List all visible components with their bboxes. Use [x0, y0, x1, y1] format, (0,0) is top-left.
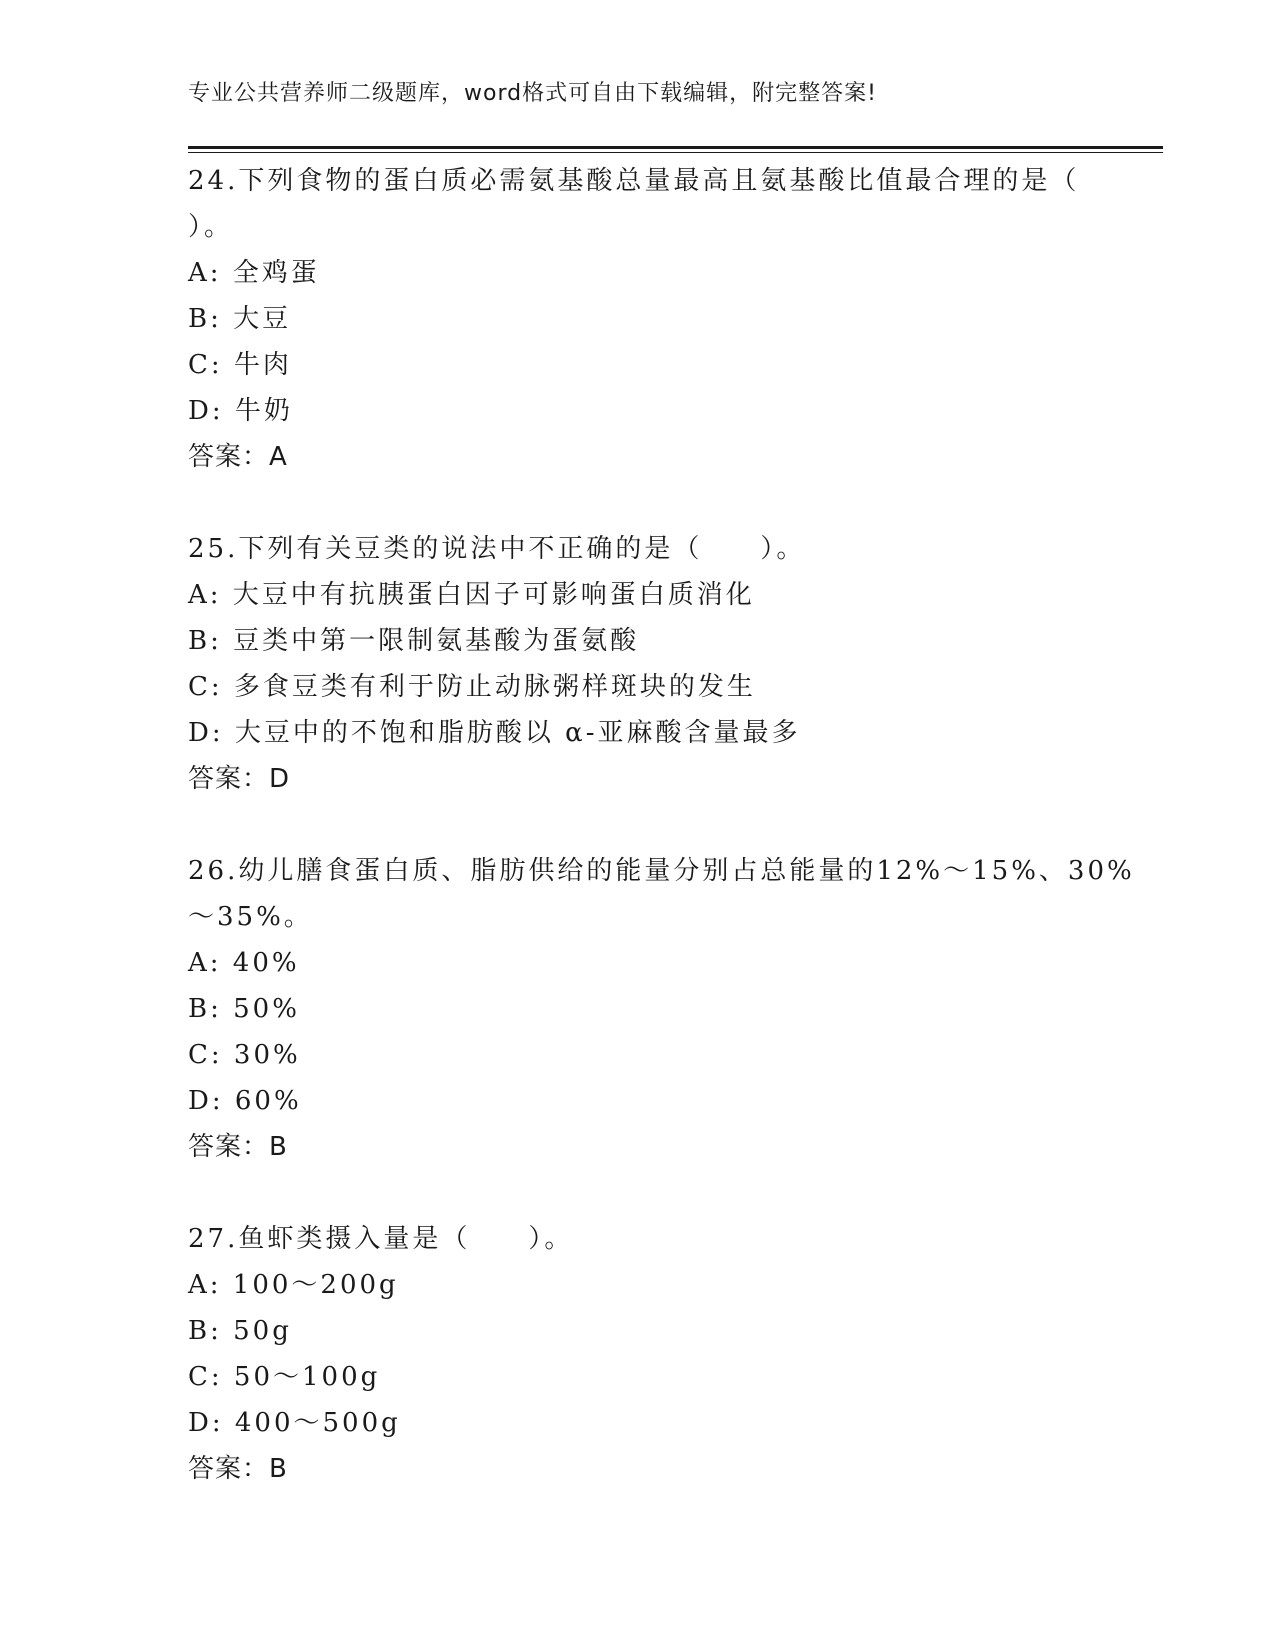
option-d: D: 400～500g [188, 1408, 401, 1438]
option-b: B: 50% [188, 994, 300, 1024]
answer: 答案：D [188, 764, 291, 794]
question-stem: ）。 [188, 212, 234, 242]
page-header: 专业公共营养师二级题库，word格式可自由下载编辑，附完整答案! [188, 81, 877, 106]
option-a: A: 大豆中有抗胰蛋白因子可影响蛋白质消化 [188, 580, 755, 610]
option-a: A: 全鸡蛋 [188, 258, 320, 288]
question-list [188, 158, 1135, 1538]
header-rule [188, 146, 1163, 149]
question-24 [188, 158, 1108, 480]
question-27 [188, 1216, 1108, 1492]
option-c: C: 50～100g [188, 1362, 381, 1392]
header-rule-thin [188, 152, 1163, 153]
question-26 [188, 848, 1135, 1170]
option-d: D: 60% [188, 1086, 302, 1116]
option-b: B: 50g [188, 1316, 292, 1346]
option-c: C: 牛肉 [188, 350, 292, 380]
question-stem: 26.幼儿膳食蛋白质、脂肪供给的能量分别占总能量的12%～15%、30% [188, 856, 1135, 886]
question-stem: 24.下列食物的蛋白质必需氨基酸总量最高且氨基酸比值最合理的是（ [188, 166, 1080, 196]
option-b: B: 豆类中第一限制氨基酸为蛋氨酸 [188, 626, 640, 656]
option-a: A: 40% [188, 948, 300, 978]
option-c: C: 30% [188, 1040, 301, 1070]
question-stem: 25.下列有关豆类的说法中不正确的是（ ）。 [188, 534, 806, 564]
answer: 答案：A [188, 442, 288, 472]
answer: 答案：B [188, 1454, 288, 1484]
option-a: A: 100～200g [188, 1270, 399, 1300]
option-b: B: 大豆 [188, 304, 292, 334]
question-stem: ～35%。 [188, 902, 313, 932]
question-25 [188, 526, 1108, 802]
option-d: D: 大豆中的不饱和脂肪酸以 α-亚麻酸含量最多 [188, 718, 801, 748]
question-stem: 27.鱼虾类摄入量是（ ）。 [188, 1224, 574, 1254]
option-c: C: 多食豆类有利于防止动脉粥样斑块的发生 [188, 672, 756, 702]
option-d: D: 牛奶 [188, 396, 293, 426]
answer: 答案：B [188, 1132, 288, 1162]
